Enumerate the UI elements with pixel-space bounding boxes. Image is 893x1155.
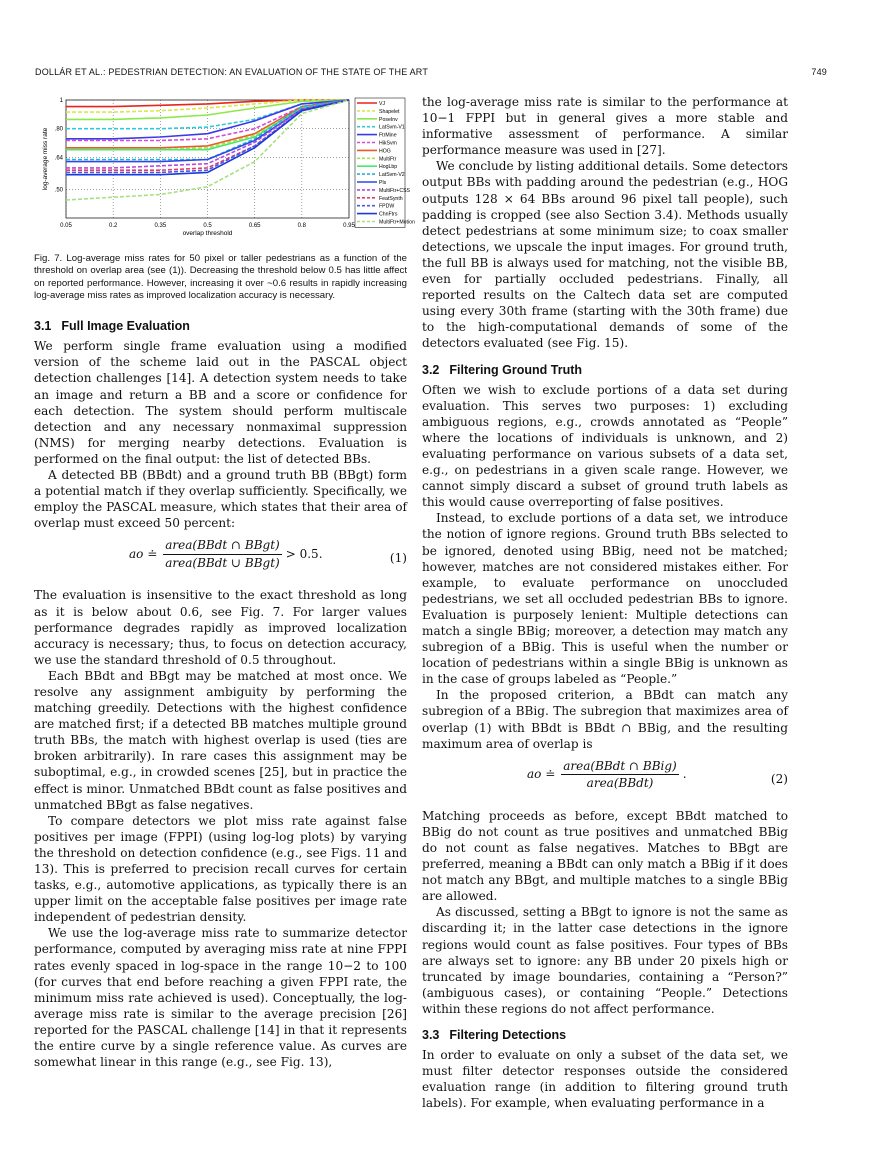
legend-label: PoseInv: [379, 116, 398, 123]
x-tick-label: 0.8: [297, 223, 307, 229]
page-number: 749: [811, 67, 827, 77]
section-3-3-heading: [422, 1027, 788, 1043]
equation-lhs: ao ≐: [527, 767, 556, 782]
paragraph: In the proposed criterion, a BBdt can match any subregion of a BBig. The subregion that maximizes area of overlap (1) with BBdt is BBdt ∩ BBig, and the resulting maximum area of overlap is: [422, 688, 788, 751]
legend-label: MultiFtr+CSS: [379, 187, 410, 194]
running-header: [35, 67, 857, 81]
legend-label: MultiFtr+Motion: [379, 219, 415, 226]
paragraph: We use the log-average miss rate to summarize detector performance, computed by averaging miss rate at nine FPPI rates evenly spaced in log-space in the range 10−2 to 100 (for curves that end before reaching a given FPPI rate, the minimum miss rate achieved is used). Conceptually, the log-average miss rate is similar to the average precision [26] reported for the PASCAL challenge [14] in that it represents the entire curve by a single reference value. As curves are somewhat linear in this range (e.g., see Fig. 13),: [34, 926, 407, 1070]
section-title: Filtering Detections: [449, 1027, 567, 1042]
x-tick-label: 0.2: [108, 223, 118, 229]
equation-denominator: area(BBdt): [586, 775, 654, 790]
right-column: [422, 94, 788, 1111]
equation-fraction: [561, 758, 679, 791]
paragraph: We conclude by listing additional details. Some detectors output BBs with padding around the pedestrian (e.g., HOG outputs 128 × 64 BBs around 96 pixel tall people), such padding is cropped (see also Section 3.4). Methods usually detect pedestrians at some minimum size; to coax smaller detections, we upscale the input images. For ground truth, the full BB is always used for matching, not the visible BB, even for partially occluded pedestrians. Finally, all reported results on the Caltech data set are computed using every 30th frame (starting with the 30th frame) due to the high-computational demands of some of the detectors evaluated (see Fig. 15).: [422, 159, 788, 351]
legend-label: FPDW: [379, 203, 395, 210]
y-tick-label: 1: [59, 98, 63, 104]
equation-body: [527, 758, 687, 791]
legend-label: LatSvm-V2: [379, 172, 405, 179]
y-tick-label: .50: [54, 187, 63, 194]
equation-rhs: > 0.5.: [285, 546, 323, 561]
equation-fraction: [163, 537, 281, 570]
section-3-1-heading: [34, 318, 407, 334]
equation-rhs: .: [682, 767, 687, 782]
x-tick-label: 0.65: [248, 223, 261, 229]
section-title: Filtering Ground Truth: [449, 362, 583, 377]
legend-label: HikSvm: [379, 140, 397, 147]
figure-7-chart: [34, 94, 415, 239]
legend-label: FeatSynth: [379, 195, 403, 202]
running-title: DOLLÁR ET AL.: PEDESTRIAN DETECTION: AN EVALUATION OF THE STATE OF THE ART: [35, 67, 429, 77]
legend-label: LatSvm-V1: [379, 124, 405, 131]
x-axis-label: overlap threshold: [182, 230, 233, 237]
paragraph: In order to evaluate on only a subset of the data set, we must filter detector responses outside the considered evaluation range (in addition to filtering ground truth labels). For example, when evaluating performance in a: [422, 1048, 788, 1111]
x-tick-label: 0.95: [343, 223, 355, 229]
legend-label: ChnFtrs: [379, 211, 398, 218]
equation-lhs: ao ≐: [129, 546, 158, 561]
paragraph: To compare detectors we plot miss rate against false positives per image (FPPI) (using log-log plots) by varying the threshold on detection confidence (e.g., see Figs. 11 and 13). This is preferred to precision recall curves for certain tasks, e.g., automotive applications, as typically there is an upper limit on the acceptable false positives per image rate independent of pedestrian density.: [34, 813, 407, 925]
paragraph: The evaluation is insensitive to the exact threshold as long as it is below about 0.6, see Fig. 7. For larger values performance degrades rapidly as improved localization accuracy is necessary; thus, to focus on detection accuracy, we use the standard threshold of 0.5 throughout.: [34, 588, 407, 667]
legend-label: FtrMine: [379, 132, 397, 139]
y-axis-label: log-average miss rate: [42, 127, 49, 191]
paragraph: Instead, to exclude portions of a data set, we introduce the notion of ignore regions. Ground truth BBs selected to be ignored, denoted using BBig, need not be matched; however, matches are not considered mistakes either. For example, to evaluate performance on unoccluded pedestrians, we set all occluded pedestrian BBs to ignore. Evaluation is purposely lenient: Multiple detections can match a single BBig; moreover, a detection may match any subregion of a BBig. This is useful when the number or location of pedestrians within a single BBig is unknown as in the case of groups labeled as “People.”: [422, 511, 788, 687]
legend-label: HOG: [379, 148, 391, 155]
legend-label: Pls: [379, 180, 387, 186]
equation-numerator: area(BBdt ∩ BBgt): [163, 537, 281, 554]
x-tick-label: 0.05: [60, 223, 72, 229]
legend-label: HogLbp: [379, 164, 398, 171]
left-column: [34, 94, 415, 1070]
equation-number: (1): [389, 551, 407, 566]
paragraph: A detected BB (BBdt) and a ground truth BB (BBgt) form a potential match if they overlap sufficiently. Specifically, we employ the PASCAL measure, which states that their area of overlap must exceed 50 percent:: [34, 468, 407, 531]
equation-2: [422, 758, 788, 800]
x-tick-label: 0.5: [203, 223, 212, 229]
section-number: 3.3: [422, 1027, 440, 1042]
paragraph: Matching proceeds as before, except BBdt matched to BBig do not count as true positives and unmatched BBig do not count as false negatives. Matches to BBgt are preferred, meaning a BBdt can only match a BBig if it does not match any BBgt, and multiple matches to a single BBig are allowed.: [422, 808, 788, 904]
equation-number: (2): [770, 771, 788, 786]
section-number: 3.1: [34, 319, 52, 334]
section-3-2-heading: [422, 362, 788, 378]
figure-7: [34, 94, 415, 239]
x-tick-label: 0.35: [154, 223, 167, 229]
equation-1: [34, 537, 407, 579]
equation-numerator: area(BBdt ∩ BBig): [561, 758, 679, 775]
legend-label: Shapelet: [379, 108, 400, 115]
section-number: 3.2: [422, 362, 440, 377]
paragraph: We perform single frame evaluation using a modified version of the scheme laid out in the PASCAL object detection challenges [14]. A detection system needs to take an image and return a BB and a score or confidence for each detection. The system should perform multiscale detection and any necessary nonmaximal suppression (NMS) for merging nearby detections. Evaluation is performed on the final output: the list of detected BBs.: [34, 339, 407, 466]
paragraph: Often we wish to exclude portions of a data set during evaluation. This serves two purposes: 1) excluding ambiguous regions, e.g., crowds annotated as “People” where the locations of individuals is unknown, and 2) evaluating performance on various subsets of a data set, e.g., on pedestrians in a given scale range. However, we cannot simply discard a subset of ground truth labels as this would cause overreporting of false positives.: [422, 382, 788, 510]
y-tick-label: .80: [54, 126, 63, 133]
section-title: Full Image Evaluation: [61, 319, 190, 334]
y-tick-label: .64: [54, 155, 63, 162]
paragraph: the log-average miss rate is similar to the performance at 10−1 FPPI but in general gives a more stable and informative assessment of performance. A similar performance measure was used in [27].: [422, 95, 788, 158]
legend-label: MultiFtr: [379, 156, 397, 163]
paragraph: As discussed, setting a BBgt to ignore is not the same as discarding it; in the latter case detections in the ignore regions would count as false positives. Four types of BBs are always set to ignore: any BB under 20 pixels high or truncated by image boundaries, containing a “Person?” (ambiguous cases), or containing “People.” Detections within these regions do not affect performance.: [422, 905, 788, 1016]
paragraph: Each BBdt and BBgt may be matched at most once. We resolve any assignment ambiguity by performing the matching greedily. Detections with the highest confidence are matched first; if a detected BB matches multiple ground truth BBs, the match with highest overlap is used (ties are broken arbitrarily). In rare cases this assignment may be suboptimal, e.g., in crowded scenes [25], but in practice the effect is minor. Unmatched BBdt count as false positives and unmatched BBgt as false negatives.: [34, 668, 407, 812]
legend-label: VJ: [379, 101, 386, 107]
figure-7-caption: Fig. 7. Log-average miss rates for 50 pixel or taller pedestrians as a function of the threshold on overlap area (see (1)). Decreasing the threshold below 0.5 has little affect on reported performance. However, increasing it over ~0.6 results in rapidly increasing log-average miss rates as improved localization accuracy is necessary.: [34, 253, 407, 301]
equation-body: [129, 537, 323, 570]
equation-denominator: area(BBdt ∪ BBgt): [165, 555, 280, 570]
